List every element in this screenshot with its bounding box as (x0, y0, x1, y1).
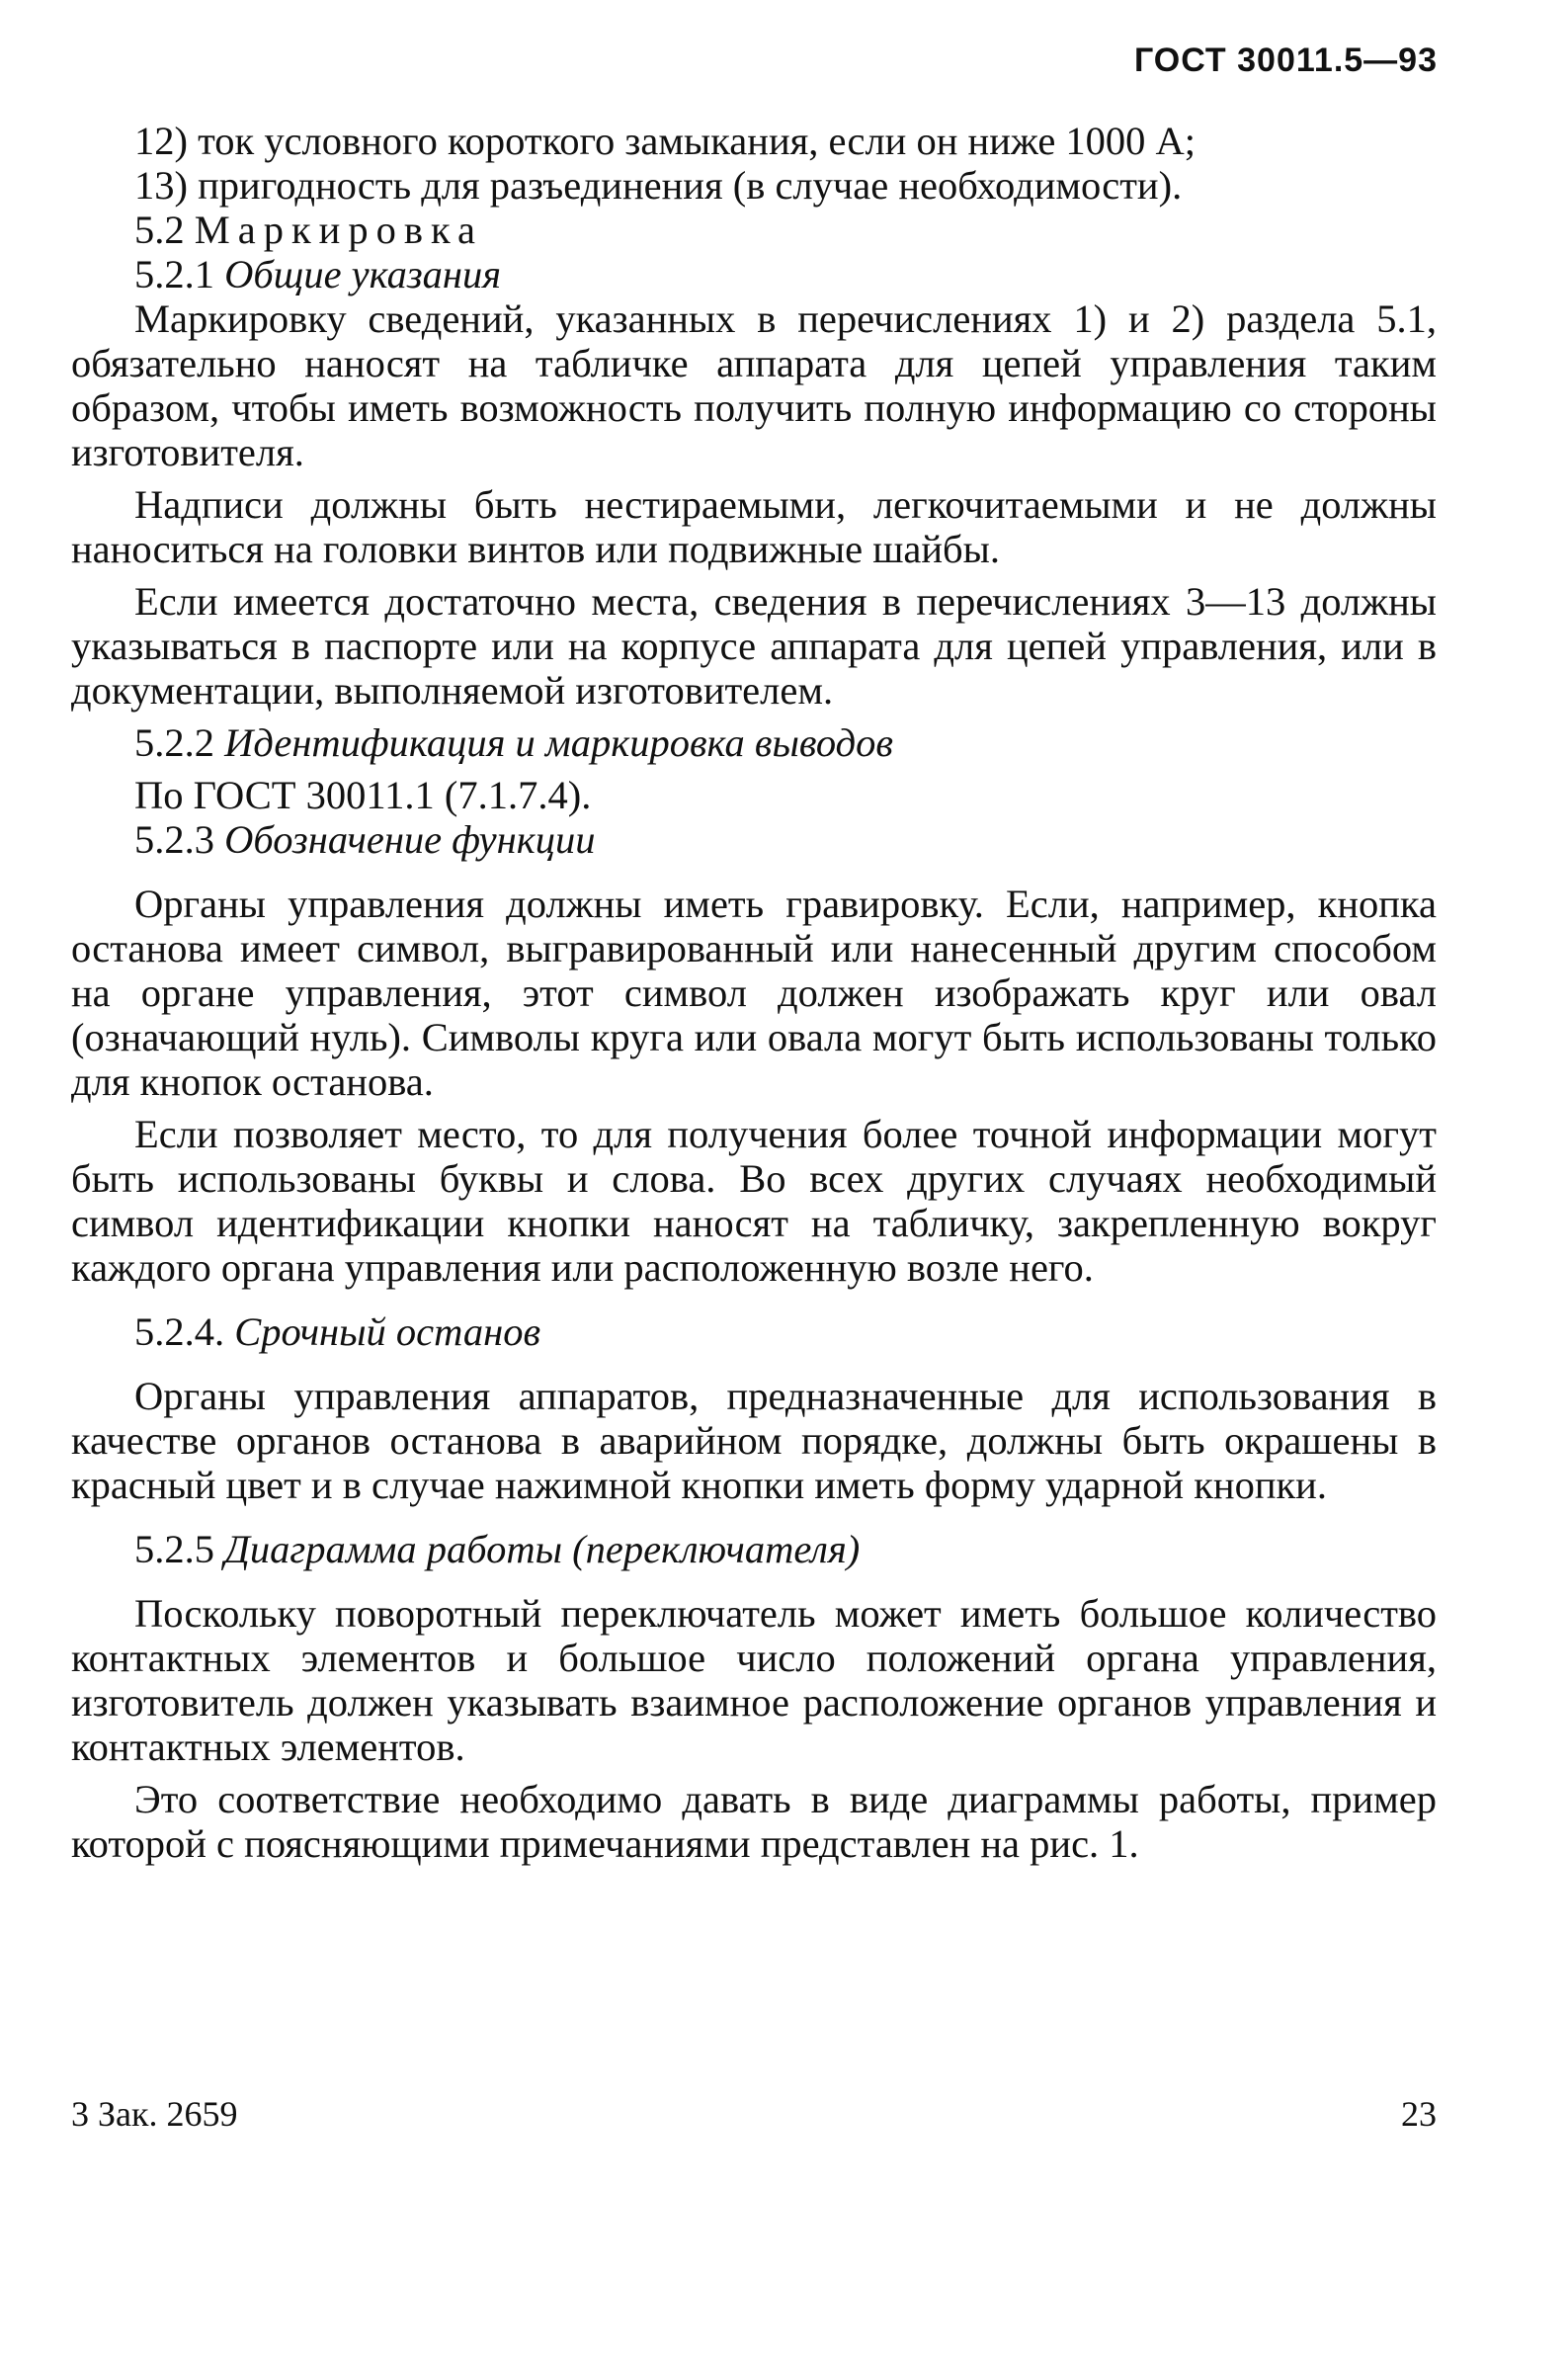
subsection-number: 5.2.1 (134, 252, 214, 296)
page-header-standard: ГОСТ 30011.5—93 (1133, 42, 1438, 79)
paragraph: Если позволяет место, то для получения более точной информации могут быть использованы буквы и слова. Во всех других случаях необходимый символ идентификации кнопки наносят на табличку, закрепленную вокруг каждого органа управления или расположенную возле него. (71, 1112, 1437, 1290)
subsection-5-2-3-heading (71, 817, 1437, 862)
subsection-number: 5.2.2 (134, 720, 214, 765)
list-item-12: 12) ток условного короткого замыкания, если он ниже 1000 А; (134, 119, 1197, 163)
paragraph: Надписи должны быть нестираемыми, легкочитаемыми и не должны наноситься на головки винтов или подвижные шайбы. (71, 482, 1437, 571)
section-number: 5.2 (134, 208, 185, 252)
subsection-number: 5.2.5 (134, 1527, 214, 1571)
subsection-title: Идентификация и маркировка выводов (224, 720, 893, 765)
page-body (71, 119, 1437, 1866)
subsection-number: 5.2.4. (134, 1309, 225, 1354)
subsection-5-2-5-heading (71, 1527, 1437, 1571)
paragraph: Если имеется достаточно места, сведения в перечислениях 3—13 должны указываться в паспорте или на корпусе аппарата для цепей управления, или в документации, выполняемой изготовителем. (71, 579, 1437, 713)
page-footer (71, 2093, 1437, 2135)
paragraph: Поскольку поворотный переключатель может иметь большое количество контактных элементов и большое число положений органа управления, изготовитель должен указывать взаимное расположение органов управления и контактных элементов. (71, 1591, 1437, 1769)
section-5-2-heading (71, 208, 1437, 252)
subsection-5-2-1-heading (71, 252, 1437, 296)
subsection-5-2-2-heading (71, 720, 1437, 765)
subsection-title: Срочный останов (234, 1309, 541, 1354)
list-item-13: 13) пригодность для разъединения (в случае необходимости). (134, 163, 1183, 208)
paragraph: Маркировку сведений, указанных в перечислениях 1) и 2) раздела 5.1, обязательно наносят на табличке аппарата для цепей управления таким образом, чтобы иметь возможность получить полную информацию со стороны изготовителя. (71, 296, 1437, 474)
paragraph: Органы управления должны иметь гравировку. Если, например, кнопка останова имеет символ, выгравированный или нанесенный другим способом на органе управления, этот символ должен изображать круг или овал (означающий нуль). Символы круга или овала могут быть использованы только для кнопок останова. (71, 882, 1437, 1104)
subsection-title: Диаграмма работы (переключателя) (224, 1527, 861, 1571)
section-title: Маркировка (194, 208, 483, 252)
paragraph: Это соответствие необходимо давать в виде диаграммы работы, пример которой с поясняющими примечаниями представлен на рис. 1. (71, 1777, 1437, 1866)
subsection-5-2-4-heading (71, 1309, 1437, 1354)
order-number: 3 Зак. 2659 (71, 2094, 238, 2134)
page-number: 23 (1401, 2094, 1437, 2134)
subsection-title: Общие указания (224, 252, 502, 296)
subsection-title: Обозначение функции (224, 817, 596, 862)
subsection-number: 5.2.3 (134, 817, 214, 862)
paragraph: Органы управления аппаратов, предназначенные для использования в качестве органов останова в аварийном порядке, должны быть окрашены в красный цвет и в случае нажимной кнопки иметь форму ударной кнопки. (71, 1374, 1437, 1507)
paragraph: По ГОСТ 30011.1 (7.1.7.4). (134, 773, 592, 817)
